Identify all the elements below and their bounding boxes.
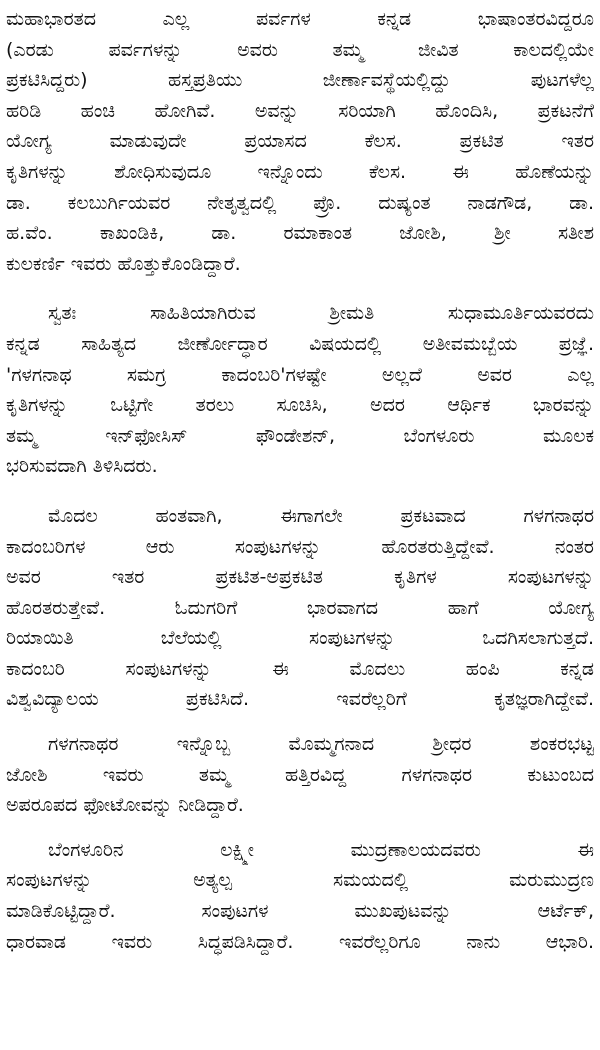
text-line: ಸಂಪುಟಗಳನ್ನು ಅತ್ಯಲ್ಪ ಸಮಯದಲ್ಲಿ ಮರುಮುದ್ರಣ (6, 869, 594, 892)
text-line: ಪ್ರಕಟಿಸಿದ್ದರು) ಹಸ್ತಪ್ರತಿಯು ಜೀರ್ಣಾವಸ್ಥೆಯಲ್ಲಿದ್ದು ಪುಟಗಳೆಲ್ಲ (6, 69, 594, 92)
text-line: ಹ.ವೆಂ. ಕಾಖಂಡಿಕಿ, ಡಾ. ರಮಾಕಾಂತ ಜೋಶಿ, ಶ್ರೀ ಸತೀಶ (6, 222, 594, 245)
paragraph-photo (6, 729, 594, 821)
text-line: ಗಳಗನಾಥರ ಇನ್ನೊಬ್ಬ ಮೊಮ್ಮಗನಾದ ಶ್ರೀಧರ ಶಂಕರಭಟ್ಟ (48, 733, 594, 756)
paragraph-first-phase (6, 501, 594, 715)
text-line: ಸ್ವತಃ ಸಾಹಿತಿಯಾಗಿರುವ ಶ್ರೀಮತಿ ಸುಧಾಮೂರ್ತಿಯವರದು (48, 302, 594, 325)
text-line: ಮೊದಲ ಹಂತವಾಗಿ, ಈಗಾಗಲೇ ಪ್ರಕಟವಾದ ಗಳಗನಾಥರ (48, 504, 594, 527)
text-line: ಯೋಗ್ಯ ಮಾಡುವುದೇ ಪ್ರಯಾಸದ ಕೆಲಸ. ಪ್ರಕಟಿತ ಇತರ (6, 130, 594, 153)
text-line: ಕುಲಕರ್ಣಿ ಇವರು ಹೊತ್ತುಕೊಂಡಿದ್ದಾರೆ. (6, 252, 241, 275)
paragraph-gap (6, 482, 594, 501)
text-line: ಧಾರವಾಡ ಇವರು ಸಿದ್ಧಪಡಿಸಿದ್ದಾರೆ. ಇವರೆಲ್ಲರಿಗೂ ನಾನು ಆಭಾರಿ. (6, 930, 594, 953)
text-line: ಕನ್ನಡ ಸಾಹಿತ್ಯದ ಜೀರ್ಣೋದ್ಧಾರ ವಿಷಯದಲ್ಲಿ ಅತೀವಮಬ್ಬೆಯ ಪ್ರಜ್ಞೆ. (6, 332, 594, 355)
text-line: ಕೃತಿಗಳನ್ನು ಶೋಧಿಸುವುದೂ ಇನ್ನೊಂದು ಕೆಲಸ. ಈ ಹೊಣೆಯನ್ನು (6, 160, 594, 183)
text-line: ಅಪರೂಪದ ಫೋಟೋವನ್ನು ನೀಡಿದ್ದಾರೆ. (6, 794, 244, 817)
text-line: ಹರಿಡಿ ಹಂಚಿ ಹೋಗಿವೆ. ಅವನ್ನು ಸರಿಯಾಗಿ ಹೊಂದಿಸಿ, ಪ್ರಕಟನೆಗೆ (6, 99, 594, 122)
text-line: (ಎರಡು ಪರ್ವಗಳನ್ನು ಅವರು ತಮ್ಮ ಜೀವಿತ ಕಾಲದಲ್ಲಿಯೇ (6, 38, 594, 61)
text-line: ಅವರ ಇತರ ಪ್ರಕಟಿತ-ಅಪ್ರಕಟಿತ ಕೃತಿಗಳ ಸಂಪುಟಗಳನ್ನು (6, 566, 594, 589)
text-line: ರಿಯಾಯಿತಿ ಬೆಲೆಯಲ್ಲಿ ಸಂಪುಟಗಳನ್ನು ಒದಗಿಸಲಾಗುತ್ತದೆ. (6, 627, 594, 650)
text-line: ಜೋಶಿ ಇವರು ತಮ್ಮ ಹತ್ತಿರವಿದ್ದ ಗಳಗನಾಥರ ಕುಟುಂಬದ (6, 763, 594, 786)
text-line: ಕಾದಂಬರಿ ಸಂಪುಟಗಳನ್ನು ಈ ಮೊದಲು ಹಂಪಿ ಕನ್ನಡ (6, 657, 594, 680)
text-line: ಹೊರತರುತ್ತೇವೆ. ಓದುಗರಿಗೆ ಭಾರವಾಗದ ಹಾಗೆ ಯೋಗ್ಯ (6, 596, 594, 619)
paragraph-press (6, 835, 594, 957)
text-line: ಭರಿಸುವದಾಗಿ ತಿಳಿಸಿದರು. (6, 455, 158, 478)
paragraph-sudhamurthy (6, 298, 594, 482)
paragraph-mahabharata (6, 4, 594, 279)
text-line: ವಿಶ್ವವಿದ್ಯಾಲಯ ಪ್ರಕಟಿಸಿದೆ. ಇವರೆಲ್ಲರಿಗೆ ಕೃತಜ್ಞರಾಗಿದ್ದೇವೆ. (6, 688, 594, 711)
text-line: ಬೆಂಗಳೂರಿನ ಲಕ್ಷ್ಮೀ ಮುದ್ರಣಾಲಯದವರು ಈ (48, 838, 594, 861)
text-line: ಡಾ. ಕಲಬುರ್ಗಿಯವರ ನೇತೃತ್ವದಲ್ಲಿ ಪ್ರೊ. ದುಷ್ಯಂತ ನಾಡಗೌಡ, ಡಾ. (6, 191, 594, 214)
text-line: ಮಾಡಿಕೊಟ್ಟಿದ್ದಾರೆ. ಸಂಪುಟಗಳ ಮುಖಪುಟವನ್ನು ಆರ್ಟೆಕ್, (6, 900, 594, 923)
text-line: ಕಾದಂಬರಿಗಳ ಆರು ಸಂಪುಟಗಳನ್ನು ಹೊರತರುತ್ತಿದ್ದೇವೆ. ನಂತರ (6, 535, 594, 558)
paragraph-gap (6, 821, 594, 835)
text-line: ಮಹಾಭಾರತದ ಎಲ್ಲ ಪರ್ವಗಳ ಕನ್ನಡ ಭಾಷಾಂತರವಿದ್ದರೂ (6, 8, 594, 30)
paragraph-gap (6, 279, 594, 298)
text-line: ಕೃತಿಗಳನ್ನು ಒಟ್ಟಿಗೇ ತರಲು ಸೂಚಿಸಿ, ಅದರ ಆರ್ಥಿಕ ಭಾರವನ್ನು (6, 394, 594, 417)
text-line: ತಮ್ಮ ಇನ್‌ಫೋಸಿಸ್ ಫೌಂಡೇಶನ್, ಬೆಂಗಳೂರು ಮೂಲಕ (6, 424, 594, 447)
text-line: 'ಗಳಗನಾಥ ಸಮಗ್ರ ಕಾದಂಬರಿ'ಗಳಷ್ಟೇ ಅಲ್ಲದೆ ಅವರ ಎಲ್ಲ (6, 363, 594, 386)
paragraph-gap (6, 715, 594, 729)
